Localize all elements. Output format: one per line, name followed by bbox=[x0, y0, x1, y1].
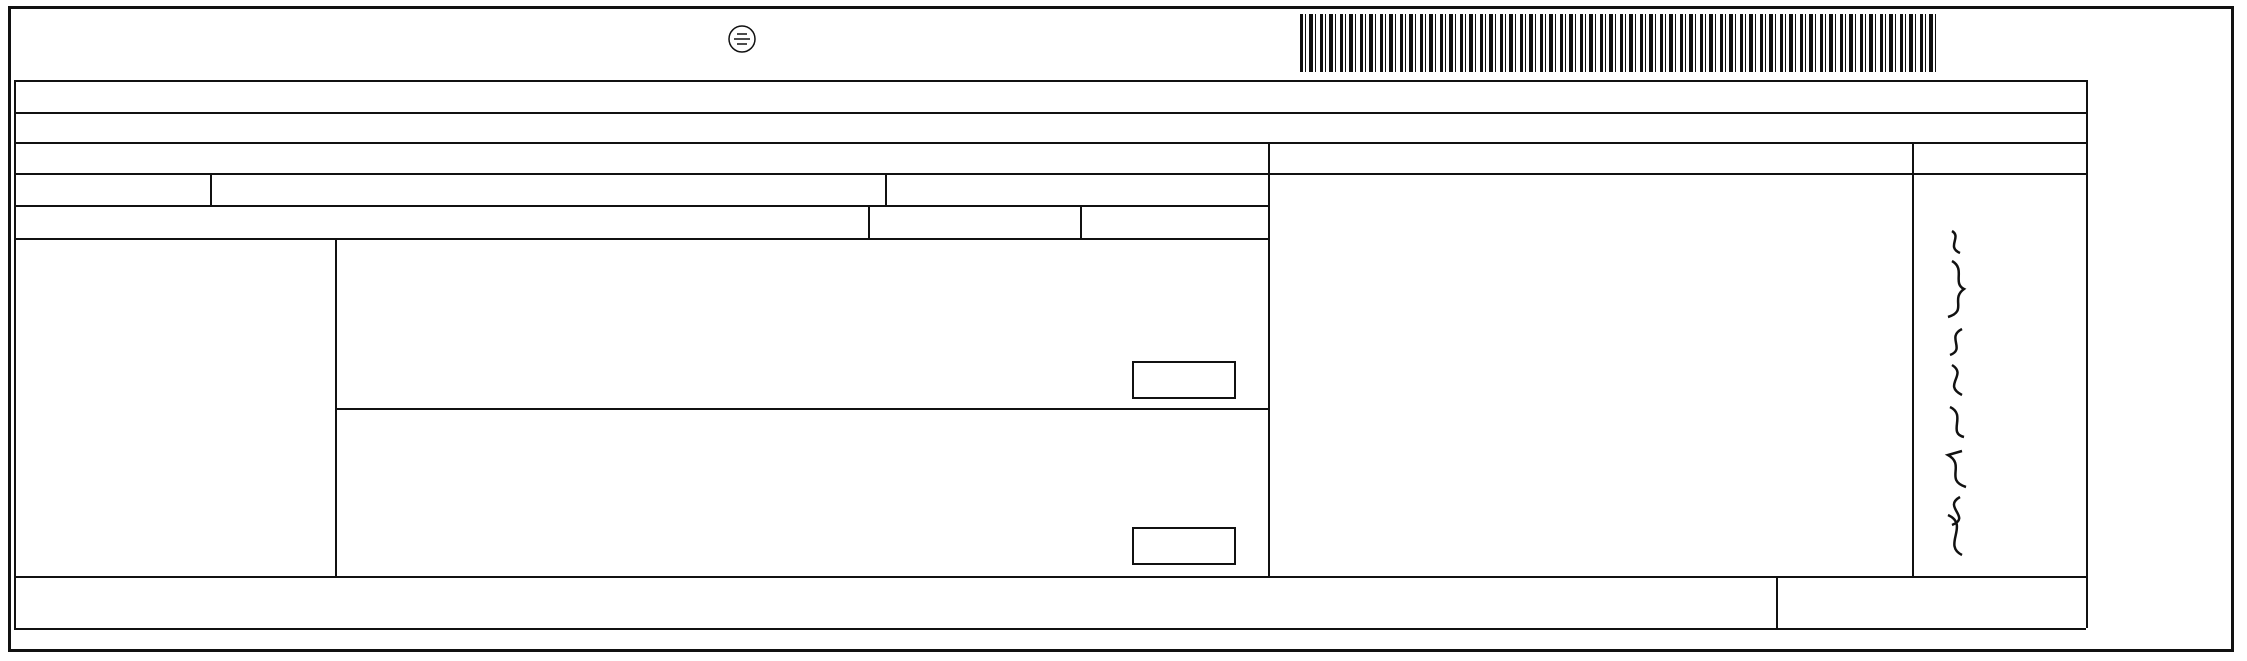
divider bbox=[14, 628, 2086, 630]
divider bbox=[14, 80, 2086, 82]
divider bbox=[885, 173, 887, 205]
document-frame bbox=[8, 6, 2234, 652]
visit2-time-box[interactable] bbox=[1132, 527, 1236, 565]
divider bbox=[868, 205, 870, 238]
divider bbox=[335, 408, 1270, 410]
divider bbox=[1776, 576, 1778, 628]
divider bbox=[14, 112, 2086, 114]
divider bbox=[14, 173, 2086, 175]
barcode bbox=[1300, 14, 1936, 72]
divider bbox=[1080, 205, 1082, 238]
divider bbox=[14, 142, 2086, 144]
divider bbox=[1912, 142, 1914, 576]
divider bbox=[14, 238, 1269, 240]
divider bbox=[14, 80, 16, 628]
certipostal-logo bbox=[712, 22, 772, 70]
observaciones-signature bbox=[1922, 225, 1982, 565]
divider bbox=[210, 173, 212, 205]
divider bbox=[335, 238, 337, 576]
divider bbox=[1268, 142, 1270, 576]
divider bbox=[2086, 80, 2088, 628]
visit1-time-box[interactable] bbox=[1132, 361, 1236, 399]
